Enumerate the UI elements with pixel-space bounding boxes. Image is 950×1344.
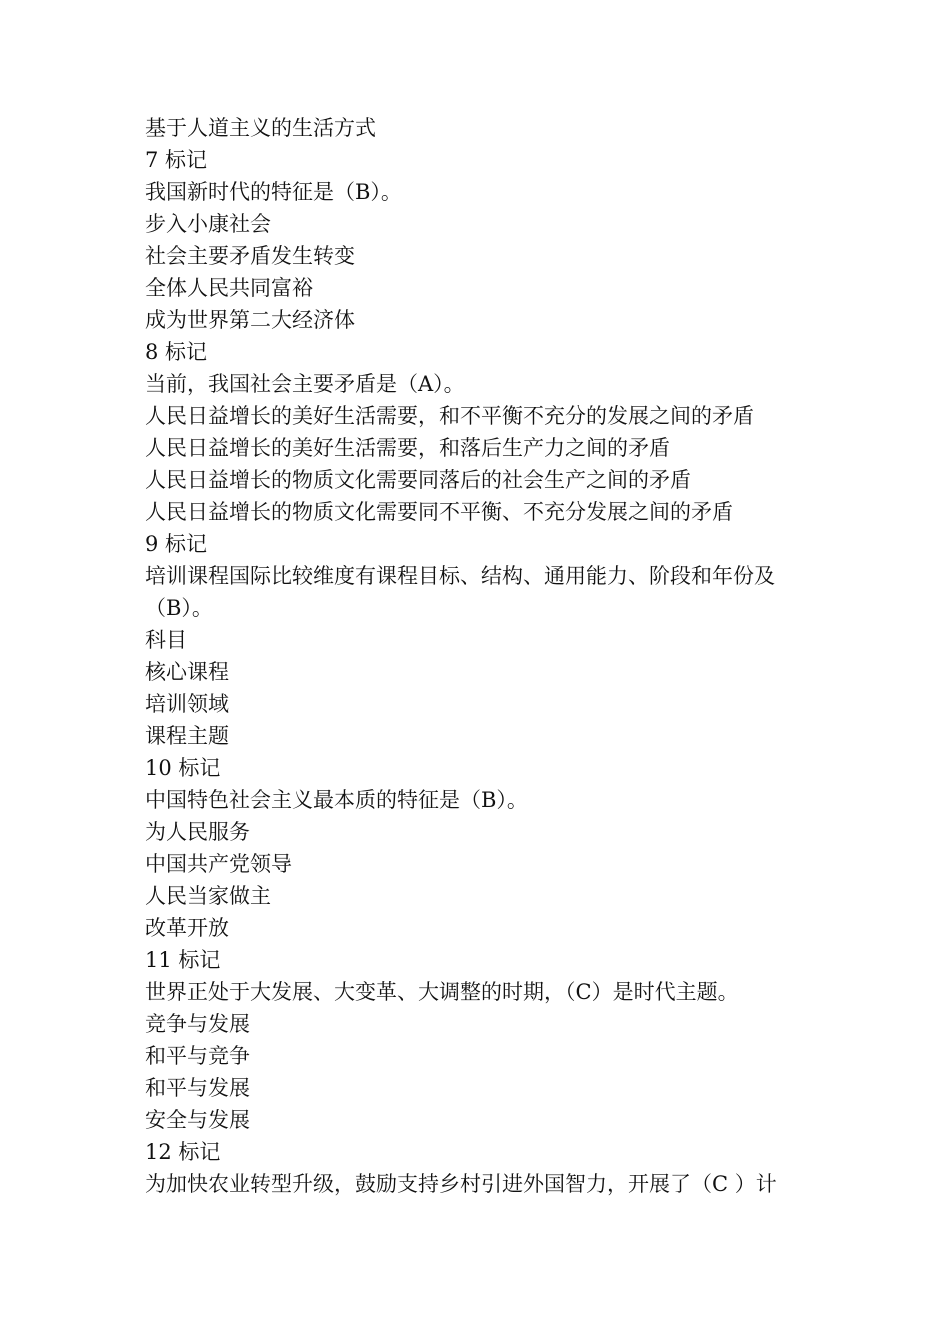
question-line: 当前，我国社会主要矛盾是（A）。 <box>145 372 465 396</box>
option-line: 和平与竞争 <box>145 1044 250 1068</box>
question-line: 培训课程国际比较维度有课程目标、结构、通用能力、阶段和年份及（B）。 <box>145 564 775 620</box>
question-number-line: 9 标记 <box>145 532 208 556</box>
option-line: 培训领域 <box>145 692 229 716</box>
option-line: 成为世界第二大经济体 <box>145 308 355 332</box>
document-text-body <box>145 112 815 1200</box>
option-line: 课程主题 <box>145 724 229 748</box>
option-line: 中国共产党领导 <box>145 852 292 876</box>
option-line: 基于人道主义的生活方式 <box>145 116 376 140</box>
question-line: 世界正处于大发展、大变革、大调整的时期，（C）是时代主题。 <box>145 980 739 1004</box>
option-line: 和平与发展 <box>145 1076 250 1100</box>
question-number-line: 8 标记 <box>145 340 208 364</box>
option-line: 人民日益增长的物质文化需要同不平衡、不充分发展之间的矛盾 <box>145 500 733 524</box>
option-line: 人民日益增长的美好生活需要，和不平衡不充分的发展之间的矛盾 <box>145 404 754 428</box>
option-line: 人民日益增长的物质文化需要同落后的社会生产之间的矛盾 <box>145 468 691 492</box>
option-line: 安全与发展 <box>145 1108 250 1132</box>
option-line: 全体人民共同富裕 <box>145 276 313 300</box>
option-line: 人民当家做主 <box>145 884 271 908</box>
question-number-line: 10 标记 <box>145 756 221 780</box>
option-line: 竞争与发展 <box>145 1012 250 1036</box>
question-number-line: 11 标记 <box>145 948 221 972</box>
option-line: 改革开放 <box>145 916 229 940</box>
option-line: 核心课程 <box>145 660 229 684</box>
question-line: 为加快农业转型升级，鼓励支持乡村引进外国智力，开展了（C ）计 <box>145 1172 777 1196</box>
question-number-line: 7 标记 <box>145 148 208 172</box>
question-number-line: 12 标记 <box>145 1140 221 1164</box>
option-line: 社会主要矛盾发生转变 <box>145 244 355 268</box>
option-line: 人民日益增长的美好生活需要，和落后生产力之间的矛盾 <box>145 436 670 460</box>
option-line: 科目 <box>145 628 187 652</box>
option-line: 步入小康社会 <box>145 212 271 236</box>
question-line: 我国新时代的特征是（B）。 <box>145 180 402 204</box>
question-line: 中国特色社会主义最本质的特征是（B）。 <box>145 788 528 812</box>
option-line: 为人民服务 <box>145 820 250 844</box>
